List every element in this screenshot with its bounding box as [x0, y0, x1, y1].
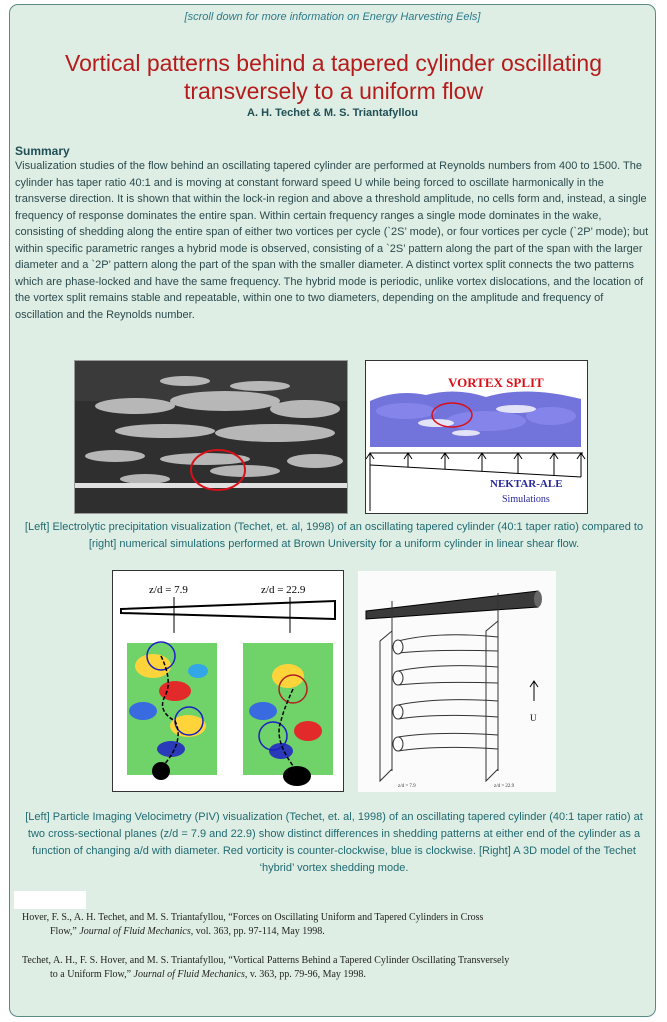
- content-panel: [9, 4, 656, 1017]
- vortex-split-label: VORTEX SPLIT: [448, 375, 544, 390]
- reference-2-details: , v. 363, pp. 79-96, May 1998.: [244, 969, 366, 980]
- nektar-label: NEKTAR-ALE: [490, 478, 563, 490]
- reference-1: [22, 911, 642, 939]
- piv-visualization-image: [112, 570, 344, 792]
- hybrid-mode-3d-sketch: [358, 571, 556, 792]
- sketch-label-b: z/d = 22.9: [494, 784, 515, 789]
- summary-heading: Summary: [15, 144, 70, 158]
- reference-2-journal: Journal of Fluid Mechanics: [133, 969, 245, 980]
- simulation-render: [366, 361, 587, 513]
- piv-label-right: z/d = 22.9: [261, 584, 306, 596]
- simulations-label: Simulations: [502, 494, 550, 505]
- hybrid-sketch: [358, 571, 556, 792]
- piv-figure: [113, 571, 343, 791]
- sketch-label-a: z/d = 7.9: [398, 784, 416, 789]
- authors: A. H. Techet & M. S. Triantafyllou: [247, 107, 418, 119]
- reference-1-cont: Flow,”: [50, 926, 80, 937]
- blank-box: [14, 891, 86, 909]
- reference-2-cont: to a Uniform Flow,”: [50, 969, 134, 980]
- figure2-caption: [Left] Particle Imaging Velocimetry (PIV) visualization (Techet, et. al, 1998) of an oscillating tapered cylinder (40:1 taper ratio) at two cross-sectional planes (z/d = 7.9 and 22.9) show distinct differences in shedding patterns at either end of the cylinder as a function of changing a/d with diameter. Red vorticity is counter-clockwise, blue is clockwise. [Right] A 3D model of the Techet ‘hybrid’ vortex shedding mode.: [25, 811, 643, 874]
- figure1-caption: [Left] Electrolytic precipitation visualization (Techet, et. al, 1998) of an oscillating tapered cylinder (40:1 taper ratio) compared to [right] numerical simulations performed at Brown University for a uniform cylinder in linear shear flow.: [24, 521, 644, 550]
- page-title: Vortical patterns behind a tapered cylinder oscillating transversely to a uniform flow: [65, 50, 602, 104]
- sketch-u-label: U: [530, 713, 537, 723]
- scroll-note[interactable]: [scroll down for more information on Energy Harvesting Eels]: [184, 11, 481, 23]
- electrolytic-visualization-image: [74, 360, 348, 514]
- reference-1-journal: Journal of Fluid Mechanics: [79, 926, 191, 937]
- piv-label-left: z/d = 7.9: [149, 584, 188, 596]
- electrolytic-photo: [75, 361, 347, 513]
- summary-text: Visualization studies of the flow behind an oscillating tapered cylinder are performed at Reynolds numbers from 400 to 1500. The cylinder has taper ratio 40:1 and is moving at constant forward speed U while being forced to oscillate harmonically in the transverse direction. It is shown that within the lock-in region and above a threshold amplitude, no cells form and, instead, a single frequency of response dominates the entire span. Within certain frequency ranges a single mode dominates in the wake, consisting of shedding along the entire span of either two vortices per cycle (`2S’ mode), or four vortices per cycle (`2P’ mode); but within specific parametric ranges a hybrid mode is observed, consisting of a `2S’ pattern along the part of the span with the larger diameter and a `2P’ pattern along the part of the span with the smaller diameter. A distinct vortex split connects the two patterns which are phase-locked and have the same frequency. The hybrid mode is periodic, unlike vortex dislocations, and the location of the vortex split remains stable and repeatable, within one to two diameters, depending on the amplitude and frequency of oscillation and the Reynolds number.: [15, 160, 649, 321]
- numerical-simulation-image: [365, 360, 588, 514]
- reference-2-authors: Techet, A. H., F. S. Hover, and M. S. Triantafyllou, “Vortical Patterns Behind a Tapered Cylinder Oscillating Transversely: [22, 955, 510, 966]
- reference-1-details: , vol. 363, pp. 97-114, May 1998.: [190, 926, 325, 937]
- reference-1-authors: Hover, F. S., A. H. Techet, and M. S. Triantafyllou, “Forces on Oscillating Uniform and Tapered Cylinders in Cross: [22, 912, 484, 923]
- reference-2: [22, 954, 642, 982]
